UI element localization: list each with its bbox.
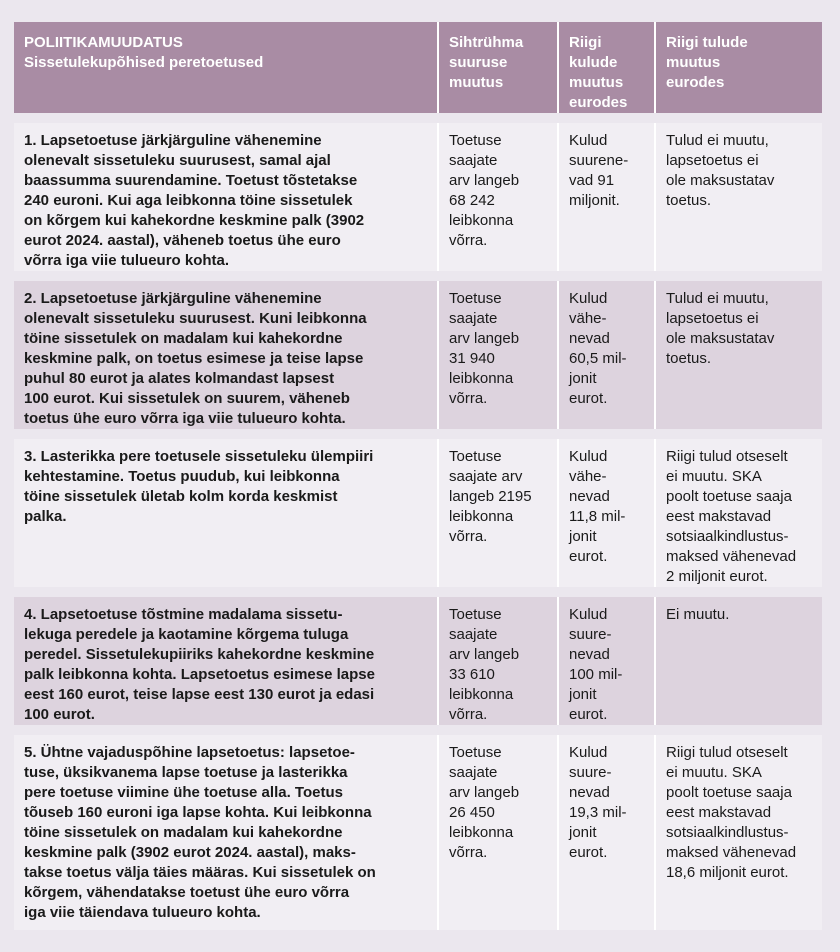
text-line: 68 242 (449, 192, 495, 209)
text-line: keskmine palk, on toetus esimese ja teise lapse (24, 350, 364, 367)
text-line: jonit (569, 370, 597, 387)
text-line: vähe- (569, 468, 607, 485)
text-line: baassumma suurendamine. Toetust tõstetakse (24, 172, 358, 189)
text-line: vad 91 (569, 172, 615, 189)
text-line: ei muutu. SKA (666, 468, 762, 485)
policy-table (14, 22, 822, 930)
text-line: olenevalt sissetuleku suurusest. Kuni leibkonna (24, 310, 367, 327)
text-line: 100 eurot. (24, 706, 95, 723)
text-line: miljonit. (569, 192, 620, 209)
text-line: toetus ühe euro võrra iga viie tulueuro kohta. (24, 410, 346, 427)
text-line: Tulud ei muutu, (666, 290, 769, 307)
text-line: nevad (569, 784, 610, 801)
table-row (14, 730, 822, 930)
header-line: eurodes (666, 74, 725, 91)
text-line: eurot. (569, 390, 608, 407)
text-line: arv langeb (449, 330, 520, 347)
target-group-change (438, 592, 558, 730)
text-line: peredel. Sissetulekupiiriks kahekordne keskmine (24, 646, 375, 663)
header-line: Riigi tulude (666, 34, 748, 51)
header-target-group (438, 22, 558, 118)
text-line: jonit (569, 528, 597, 545)
text-line: jonit (569, 824, 597, 841)
text-line: eurot. (569, 844, 608, 861)
text-line: 33 610 (449, 666, 495, 683)
text-line: Riigi tulud otseselt (666, 448, 788, 465)
text-line: 11,8 mil- (569, 508, 626, 525)
text-line: suurene- (569, 152, 629, 169)
text-line: töine sissetulek on madalam kui kahekordne (24, 330, 343, 347)
policy-description (14, 592, 438, 730)
table-row (14, 276, 822, 434)
header-line: Sihtrühma (449, 34, 524, 51)
text-line: 19,3 mil- (569, 804, 627, 821)
text-line: palka. (24, 508, 67, 525)
text-line: 18,6 miljonit eurot. (666, 864, 789, 881)
header-line: muutus (569, 74, 624, 91)
revenue-change (655, 592, 822, 730)
text-line: nevad (569, 646, 610, 663)
text-line: vähe- (569, 310, 607, 327)
text-line: leibkonna (449, 212, 514, 229)
text-line: kõrgem, vähendatakse toetust ühe euro võrra (24, 884, 350, 901)
text-line: Ei muutu. (666, 606, 730, 623)
header-line: Riigi (569, 34, 602, 51)
text-line: nevad (569, 488, 610, 505)
text-line: saajate (449, 626, 498, 643)
text-line: ole maksustatav (666, 330, 775, 347)
target-group-change (438, 730, 558, 930)
text-line: sotsiaalkindlustus- (666, 528, 789, 545)
text-line: võrra. (449, 390, 488, 407)
revenue-change (655, 730, 822, 930)
text-line: leibkonna (449, 824, 514, 841)
cost-change (558, 730, 655, 930)
revenue-change (655, 118, 822, 276)
text-line: 5. Ühtne vajaduspõhine lapsetoetus: lapsetoe- (24, 744, 355, 761)
policy-description (14, 118, 438, 276)
cost-change (558, 592, 655, 730)
text-line: iga viie täiendava tulueuro kohta. (24, 904, 261, 921)
text-line: Kulud (569, 290, 608, 307)
cost-change (558, 276, 655, 434)
text-line: puhul 80 eurot ja alates kolmandast lapsest (24, 370, 335, 387)
text-line: 60,5 mil- (569, 350, 627, 367)
text-line: Kulud (569, 606, 608, 623)
table-row (14, 434, 822, 592)
text-line: maksed vähenevad (666, 548, 797, 565)
text-line: leibkonna (449, 686, 514, 703)
text-line: Toetuse (449, 132, 502, 149)
text-line: nevad (569, 330, 610, 347)
text-line: 100 mil- (569, 666, 623, 683)
text-line: töine sissetulek on madalam kui kahekordne (24, 824, 343, 841)
target-group-change (438, 276, 558, 434)
policy-description (14, 276, 438, 434)
header-policy-subtitle: Sissetulekupõhised peretoetused (24, 54, 264, 71)
target-group-change (438, 118, 558, 276)
text-line: 240 euroni. Kui aga leibkonna töine sissetulek (24, 192, 353, 209)
text-line: eest makstavad (666, 804, 772, 821)
text-line: suure- (569, 626, 612, 643)
header-policy-title: POLIITIKAMUUDATUS (24, 34, 183, 51)
text-line: toetus. (666, 350, 712, 367)
text-line: Toetuse (449, 606, 502, 623)
text-line: sotsiaalkindlustus- (666, 824, 789, 841)
revenue-change (655, 276, 822, 434)
text-line: võrra. (449, 706, 488, 723)
cost-change (558, 434, 655, 592)
text-line: lapsetoetus ei (666, 310, 759, 327)
policy-description (14, 730, 438, 930)
text-line: arv langeb (449, 784, 520, 801)
text-line: töine sissetulek ületab kolm korda keskmist (24, 488, 338, 505)
header-line: eurodes (569, 94, 628, 111)
text-line: toetus. (666, 192, 712, 209)
table-header-row (14, 22, 822, 118)
text-line: 100 eurot. Kui sissetulek on suurem, väheneb (24, 390, 350, 407)
header-policy-change (14, 22, 438, 118)
text-line: jonit (569, 686, 597, 703)
text-line: olenevalt sissetuleku suurusest, samal ajal (24, 152, 331, 169)
text-line: ei muutu. SKA (666, 764, 762, 781)
text-line: lekuga peredele ja kaotamine kõrgema tuluga (24, 626, 349, 643)
text-line: Kulud (569, 448, 608, 465)
text-line: poolt toetuse saaja (666, 488, 792, 505)
revenue-change (655, 434, 822, 592)
text-line: 4. Lapsetoetuse tõstmine madalama sissetu- (24, 606, 343, 623)
text-line: leibkonna (449, 508, 514, 525)
text-line: võrra. (449, 844, 488, 861)
text-line: 31 940 (449, 350, 495, 367)
header-line: muutus (666, 54, 721, 71)
text-line: langeb 2195 (449, 488, 532, 505)
text-line: tuse, üksikvanema lapse toetuse ja lasterikka (24, 764, 348, 781)
text-line: maksed vähenevad (666, 844, 797, 861)
text-line: arv langeb (449, 646, 520, 663)
text-line: 26 450 (449, 804, 495, 821)
text-line: on kõrgem kui kahekordne keskmine palk (3902 (24, 212, 365, 229)
text-line: võrra. (449, 232, 488, 249)
text-line: saajate arv (449, 468, 523, 485)
text-line: Kulud (569, 744, 608, 761)
text-line: eest makstavad (666, 508, 772, 525)
text-line: saajate (449, 310, 498, 327)
table-row (14, 118, 822, 276)
text-line: eurot 2024. aastal), väheneb toetus ühe euro (24, 232, 341, 249)
header-state-costs (558, 22, 655, 118)
text-line: keskmine palk (3902 eurot 2024. aastal), maks- (24, 844, 356, 861)
text-line: Toetuse (449, 448, 502, 465)
text-line: kehtestamine. Toetus puudub, kui leibkonna (24, 468, 340, 485)
text-line: Tulud ei muutu, (666, 132, 769, 149)
text-line: poolt toetuse saaja (666, 784, 792, 801)
target-group-change (438, 434, 558, 592)
text-line: pere toetuse viimine ühe toetuse alla. Toetus (24, 784, 343, 801)
text-line: 2 miljonit eurot. (666, 568, 768, 585)
text-line: lapsetoetus ei (666, 152, 759, 169)
text-line: eest 160 eurot, teise lapse eest 130 eurot ja edasi (24, 686, 375, 703)
text-line: võrra iga viie tulueuro kohta. (24, 252, 230, 269)
header-state-revenue (655, 22, 822, 118)
header-line: muutus (449, 74, 504, 91)
text-line: ole maksustatav (666, 172, 775, 189)
text-line: suure- (569, 764, 612, 781)
header-line: kulude (569, 54, 618, 71)
text-line: palk leibkonna kohta. Lapsetoetus esimese lapse (24, 666, 375, 683)
policy-description (14, 434, 438, 592)
text-line: 1. Lapsetoetuse järkjärguline vähenemine (24, 132, 322, 149)
text-line: tõuseb 160 euroni iga lapse kohta. Kui leibkonna (24, 804, 372, 821)
text-line: takse toetus välja täies määras. Kui sissetulek on (24, 864, 376, 881)
text-line: Kulud (569, 132, 608, 149)
text-line: võrra. (449, 528, 488, 545)
table-row (14, 592, 822, 730)
text-line: Riigi tulud otseselt (666, 744, 788, 761)
text-line: Toetuse (449, 290, 502, 307)
text-line: arv langeb (449, 172, 520, 189)
text-line: 3. Lasterikka pere toetusele sissetuleku ülempiiri (24, 448, 374, 465)
cost-change (558, 118, 655, 276)
text-line: leibkonna (449, 370, 514, 387)
text-line: eurot. (569, 706, 608, 723)
text-line: 2. Lapsetoetuse järkjärguline vähenemine (24, 290, 322, 307)
text-line: eurot. (569, 548, 608, 565)
header-line: suuruse (449, 54, 508, 71)
text-line: saajate (449, 152, 498, 169)
text-line: Toetuse (449, 744, 502, 761)
text-line: saajate (449, 764, 498, 781)
